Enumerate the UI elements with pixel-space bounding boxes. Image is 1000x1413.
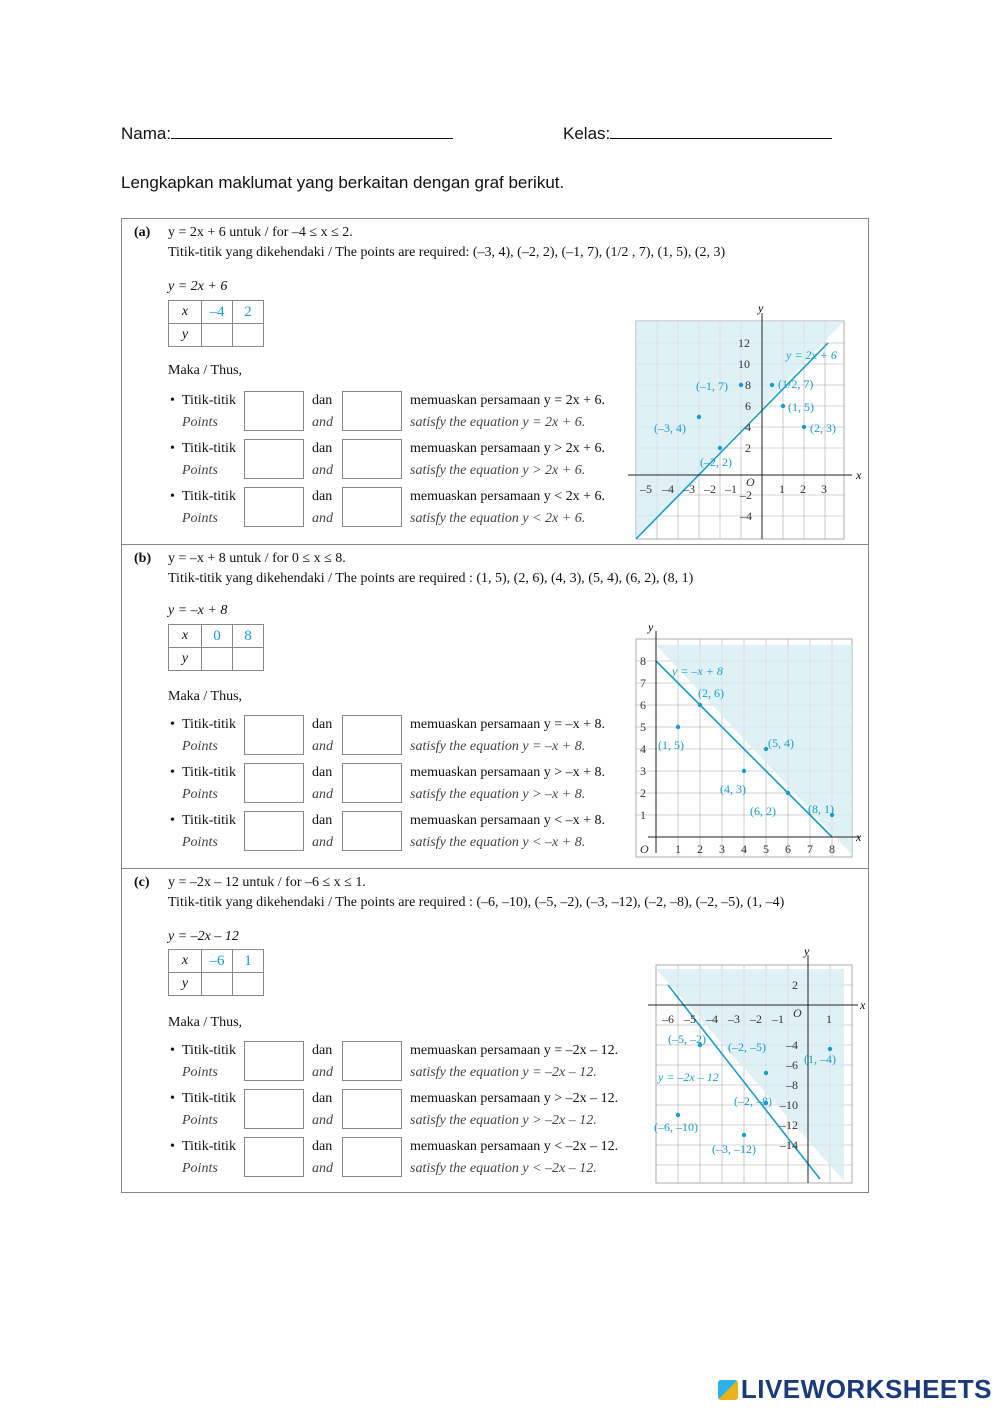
svg-text:(4, 3): (4, 3) (720, 782, 746, 796)
svg-text:8: 8 (829, 842, 835, 856)
svg-text:O: O (793, 1006, 802, 1020)
svg-text:–2: –2 (704, 482, 716, 496)
y-input-1[interactable] (202, 324, 233, 347)
svg-text:7: 7 (807, 842, 813, 856)
xy-table: x 0 8 y (168, 624, 264, 671)
svg-text:6: 6 (745, 399, 751, 413)
answer-box[interactable] (244, 487, 304, 527)
svg-text:3: 3 (719, 842, 725, 856)
answer-box[interactable] (342, 1041, 402, 1081)
answer-box[interactable] (342, 391, 402, 431)
svg-text:2: 2 (745, 441, 751, 455)
answer-box[interactable] (244, 715, 304, 755)
section-b: (b) y = –x + 8 untuk / for 0 ≤ x ≤ 8. Titik-titik yang dikehendaki / The points are required : (1, 5), (2, 6), (4, 3), (5, 4), (6, 2), (8, 1) y = –x + 8 x 0 8 y Maka / Thus, • Titik-titik Points dan and memuaskan persamaan y = –x + 8. satisfy the equation y = –x + 8. • Titik-titik Points dan and memuaskan persamaan y > –x + 8. satisfy the equation y > –x + 8. • Titik-titik Points dan and memuaskan persamaan y < –x + 8. satisfy the equation y < –x + 8. x y O 1 2 3 4 5 6 7 8 8 7 6 5 4 3 2 1 y = –x + 8 (2, 6) (1, 5) (5, 4) (4, 3) (6, 2) (8, 1) (122, 545, 868, 869)
answer-box[interactable] (244, 1089, 304, 1129)
svg-text:y: y (758, 303, 764, 315)
svg-text:(–2, –8): (–2, –8) (734, 1094, 772, 1108)
answer-row: • Titik-titik Points dan and memuaskan persamaan y > 2x + 6. satisfy the equation y > 2x + 6. (170, 441, 606, 478)
svg-text:y = 2x + 6: y = 2x + 6 (786, 348, 837, 362)
svg-text:–5: –5 (684, 1012, 696, 1026)
answer-box[interactable] (342, 487, 402, 527)
svg-text:4: 4 (741, 842, 747, 856)
name-label: Nama: (121, 122, 453, 144)
svg-text:7: 7 (640, 676, 646, 690)
answer-box[interactable] (342, 1089, 402, 1129)
svg-text:x: x (856, 468, 862, 482)
liveworksheets-logo-icon (718, 1380, 738, 1400)
answer-row: • Titik-titik Points dan and memuaskan persamaan y = –2x – 12. satisfy the equation y = –2x – 12. (170, 1043, 619, 1080)
svg-text:4: 4 (745, 420, 751, 434)
svg-text:–2: –2 (750, 1012, 762, 1026)
answer-row: • Titik-titik Points dan and memuaskan persamaan y = –x + 8. satisfy the equation y = –x + 8. (170, 717, 606, 754)
svg-text:–4: –4 (662, 482, 674, 496)
answer-row: • Titik-titik Points dan and memuaskan persamaan y = 2x + 6. satisfy the equation y = 2x + 6. (170, 393, 606, 430)
svg-text:8: 8 (745, 378, 751, 392)
answer-box[interactable] (244, 391, 304, 431)
svg-text:4: 4 (640, 742, 646, 756)
svg-text:y = –2x – 12: y = –2x – 12 (658, 1070, 719, 1084)
answer-row: • Titik-titik Points dan and memuaskan persamaan y < –2x – 12. satisfy the equation y < –2x – 12. (170, 1139, 619, 1176)
svg-text:–14: –14 (780, 1138, 798, 1152)
svg-text:–4: –4 (786, 1038, 798, 1052)
y-input-2[interactable] (233, 973, 264, 996)
svg-text:(2, 3): (2, 3) (810, 421, 836, 435)
svg-text:(1/2, 7): (1/2, 7) (778, 377, 814, 391)
svg-text:1: 1 (826, 1012, 832, 1026)
svg-text:(–1, 7): (–1, 7) (696, 379, 728, 393)
svg-text:–4: –4 (740, 509, 752, 523)
svg-text:2: 2 (800, 482, 806, 496)
graph-c (648, 945, 870, 1189)
answer-box[interactable] (342, 1137, 402, 1177)
y-input-1[interactable] (202, 648, 233, 671)
svg-text:6: 6 (640, 698, 646, 712)
svg-text:–1: –1 (772, 1012, 784, 1026)
svg-text:–1: –1 (725, 482, 737, 496)
svg-text:–4: –4 (706, 1012, 718, 1026)
svg-text:y = –x + 8: y = –x + 8 (672, 664, 723, 678)
svg-text:O: O (746, 475, 755, 489)
name-field-line[interactable] (171, 122, 453, 139)
svg-text:y: y (648, 623, 654, 634)
svg-text:–8: –8 (786, 1078, 798, 1092)
answer-row: • Titik-titik Points dan and memuaskan persamaan y > –2x – 12. satisfy the equation y > –2x – 12. (170, 1091, 619, 1128)
answer-box[interactable] (244, 1137, 304, 1177)
y-input-2[interactable] (233, 648, 264, 671)
svg-text:(–5, –2): (–5, –2) (668, 1032, 706, 1046)
svg-text:–6: –6 (786, 1058, 798, 1072)
section-a: (a) y = 2x + 6 untuk / for –4 ≤ x ≤ 2. Titik-titik yang dikehendaki / The points are required: (–3, 4), (–2, 2), (–1, 7), (1/2 , 7), (1, 5), (2, 3) y = 2x + 6 x –4 2 y Maka / Thus, • Titik-titik Points dan and memuaskan persamaan y = 2x + 6. satisfy the equation y = 2x + 6. • Titik-titik Points dan and memuaskan persamaan y > 2x + 6. satisfy the equation y > 2x + 6. • Titik-titik Points dan and memuaskan persamaan y < 2x + 6. satisfy the equation y < 2x + 6. x y –5 –4 –3 –2 –1 O 1 2 3 12 10 8 6 4 2 –2 –4 y = 2x + 6 (–1, 7) (1/2, 7) (1, 5) (–3, 4) (2, 3) (–2, 2) (122, 219, 868, 545)
svg-text:3: 3 (821, 482, 827, 496)
svg-text:(1, –4): (1, –4) (804, 1052, 836, 1066)
svg-text:10: 10 (738, 357, 750, 371)
answer-box[interactable] (244, 439, 304, 479)
class-field-line[interactable] (610, 122, 832, 139)
y-input-2[interactable] (233, 324, 264, 347)
svg-text:–10: –10 (780, 1098, 798, 1112)
answer-row: • Titik-titik Points dan and memuaskan persamaan y < 2x + 6. satisfy the equation y < 2x + 6. (170, 489, 606, 526)
section-c: (c) y = –2x – 12 untuk / for –6 ≤ x ≤ 1. Titik-titik yang dikehendaki / The points are required : (–6, –10), (–5, –2), (–3, –12), (–2, –8), (–2, –5), (1, –4) y = –2x – 12 x –6 1 y Maka / Thus, • Titik-titik Points dan and memuaskan persamaan y = –2x – 12. satisfy the equation y = –2x – 12. • Titik-titik Points dan and memuaskan persamaan y > –2x – 12. satisfy the equation y > –2x – 12. • Titik-titik Points dan and memuaskan persamaan y < –2x – 12. satisfy the equation y < –2x – 12. x y –6 –5 –4 –3 –2 –1 O 1 2 –4 –6 –8 –10 –12 –14 y = –2x – 12 (–5, –2) (–2, –5) (1, –4) (–2, –8) (–6, –10) (–3, –12) (122, 869, 868, 1192)
svg-text:2: 2 (792, 978, 798, 992)
answer-box[interactable] (342, 763, 402, 803)
svg-text:–12: –12 (780, 1118, 798, 1132)
answer-box[interactable] (244, 811, 304, 851)
answer-box[interactable] (244, 763, 304, 803)
svg-text:2: 2 (640, 786, 646, 800)
svg-text:1: 1 (640, 808, 646, 822)
svg-text:x: x (856, 830, 862, 844)
svg-text:5: 5 (640, 720, 646, 734)
svg-text:(8, 1): (8, 1) (808, 802, 834, 816)
class-label: Kelas: (563, 122, 832, 144)
xy-table: x –4 2 y (168, 300, 264, 347)
instruction-text: Lengkapkan maklumat yang berkaitan dengan graf berikut. (121, 173, 565, 192)
brand-footer: LIVEWORKSHEETS (718, 1374, 992, 1405)
svg-text:2: 2 (697, 842, 703, 856)
xy-table: x –6 1 y (168, 949, 264, 996)
svg-text:1: 1 (779, 482, 785, 496)
svg-text:x: x (860, 998, 866, 1012)
svg-text:–2: –2 (740, 488, 752, 502)
svg-text:–3: –3 (683, 482, 695, 496)
svg-text:12: 12 (738, 336, 750, 350)
svg-text:(1, 5): (1, 5) (788, 400, 814, 414)
svg-text:5: 5 (763, 842, 769, 856)
graph-a (628, 303, 864, 541)
svg-text:(–3, –12): (–3, –12) (712, 1142, 756, 1156)
svg-text:8: 8 (640, 654, 646, 668)
answer-box[interactable] (342, 811, 402, 851)
answer-row: • Titik-titik Points dan and memuaskan persamaan y > –x + 8. satisfy the equation y > –x + 8. (170, 765, 606, 802)
answer-row: • Titik-titik Points dan and memuaskan persamaan y < –x + 8. satisfy the equation y < –x + 8. (170, 813, 606, 850)
svg-text:(1, 5): (1, 5) (658, 738, 684, 752)
svg-text:6: 6 (785, 842, 791, 856)
svg-text:(–2, 2): (–2, 2) (700, 455, 732, 469)
svg-text:y: y (804, 945, 810, 958)
svg-text:(–6, –10): (–6, –10) (654, 1120, 698, 1134)
svg-text:–3: –3 (728, 1012, 740, 1026)
svg-text:3: 3 (640, 764, 646, 778)
svg-text:1: 1 (675, 842, 681, 856)
exercise-box (121, 218, 869, 1193)
graph-b (628, 623, 864, 865)
svg-text:–6: –6 (662, 1012, 674, 1026)
answer-box[interactable] (244, 1041, 304, 1081)
svg-text:(2, 6): (2, 6) (698, 686, 724, 700)
svg-text:–5: –5 (640, 482, 652, 496)
svg-text:(–2, –5): (–2, –5) (728, 1040, 766, 1054)
answer-box[interactable] (342, 715, 402, 755)
svg-text:(5, 4): (5, 4) (768, 736, 794, 750)
svg-text:(–3, 4): (–3, 4) (654, 421, 686, 435)
svg-text:(6, 2): (6, 2) (750, 804, 776, 818)
answer-box[interactable] (342, 439, 402, 479)
svg-text:O: O (640, 842, 649, 856)
y-input-1[interactable] (202, 973, 233, 996)
